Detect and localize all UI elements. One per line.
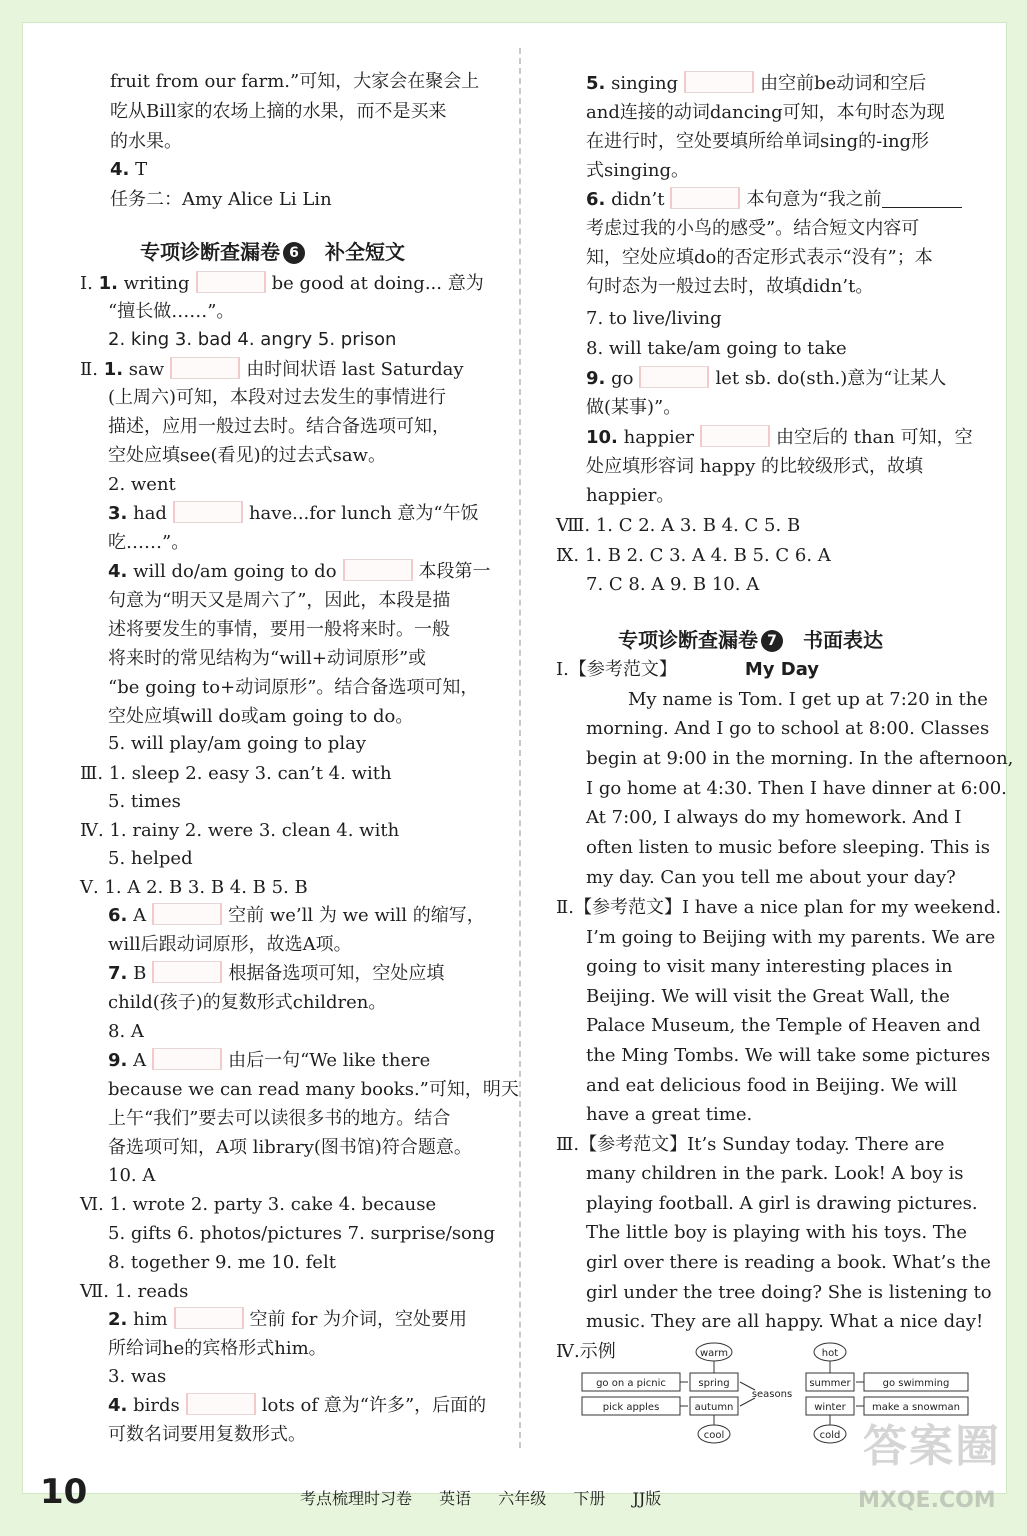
text-line: 吃从Bill家的农场上摘的水果，而不是买来: [110, 101, 447, 122]
answer-line: 4. T: [110, 159, 148, 180]
analysis-tag: [174, 1307, 244, 1329]
analysis-tag: [343, 559, 413, 581]
writing-4-label: Ⅳ.示例: [556, 1341, 616, 1362]
label-apples: pick apples: [602, 1402, 660, 1413]
analysis-tag: [173, 501, 243, 523]
analysis-tag: [700, 425, 770, 447]
label-swimming: go swimming: [882, 1378, 950, 1389]
label-warm: warm: [700, 1348, 728, 1359]
analysis-tag: [196, 271, 266, 293]
watermark-logo: 答案圈: [863, 1421, 1001, 1472]
blank-underline: [882, 189, 962, 208]
text-line: 的水果。: [110, 131, 182, 152]
label-picnic: go on a picnic: [596, 1378, 666, 1389]
analysis-tag: [639, 366, 709, 388]
book-name: 考点梳理时习卷: [300, 1489, 413, 1508]
subject: 英语: [439, 1489, 472, 1508]
analysis-tag: [152, 1048, 222, 1070]
page-number: 10: [40, 1472, 88, 1512]
label-cool: cool: [703, 1430, 725, 1441]
label-autumn: autumn: [694, 1402, 734, 1413]
analysis-tag: [152, 903, 222, 925]
answer-line: 2. king 3. bad 4. angry 5. prison: [108, 329, 397, 350]
label-hot: hot: [821, 1348, 839, 1359]
section-heading-6: 专项诊断查漏卷 6 补全短文: [140, 240, 405, 264]
label-cold: cold: [819, 1430, 841, 1441]
column-divider: [519, 48, 521, 1448]
task-two-line: 任务二：Amy Alice Li Lin: [110, 189, 332, 210]
watermark-url: MXQE.COM: [858, 1488, 996, 1513]
grade: 六年级: [498, 1489, 547, 1508]
analysis-tag: [684, 71, 754, 93]
edition: JJ版: [632, 1489, 662, 1508]
watermark: [848, 1410, 1008, 1520]
footer-info: [300, 1486, 683, 1509]
term: 下册: [573, 1489, 606, 1508]
analysis-tag: [186, 1393, 256, 1415]
label-snowman: make a snowman: [872, 1402, 960, 1413]
analysis-tag: [670, 187, 740, 209]
label-winter: winter: [814, 1402, 846, 1413]
analysis-tag: [170, 357, 240, 379]
text-line: fruit from our farm.”可知，大家会在聚会上: [110, 71, 480, 92]
label-summer: summer: [809, 1378, 851, 1389]
analysis-tag: [152, 961, 222, 983]
label-spring: spring: [698, 1378, 730, 1389]
section-heading-7: 专项诊断查漏卷 7 书面表达: [618, 628, 883, 652]
essay-title: My Day: [744, 659, 820, 680]
number-badge: 7: [761, 630, 783, 652]
label-center-seasons: seasons: [751, 1389, 793, 1400]
number-badge: 6: [283, 242, 305, 264]
